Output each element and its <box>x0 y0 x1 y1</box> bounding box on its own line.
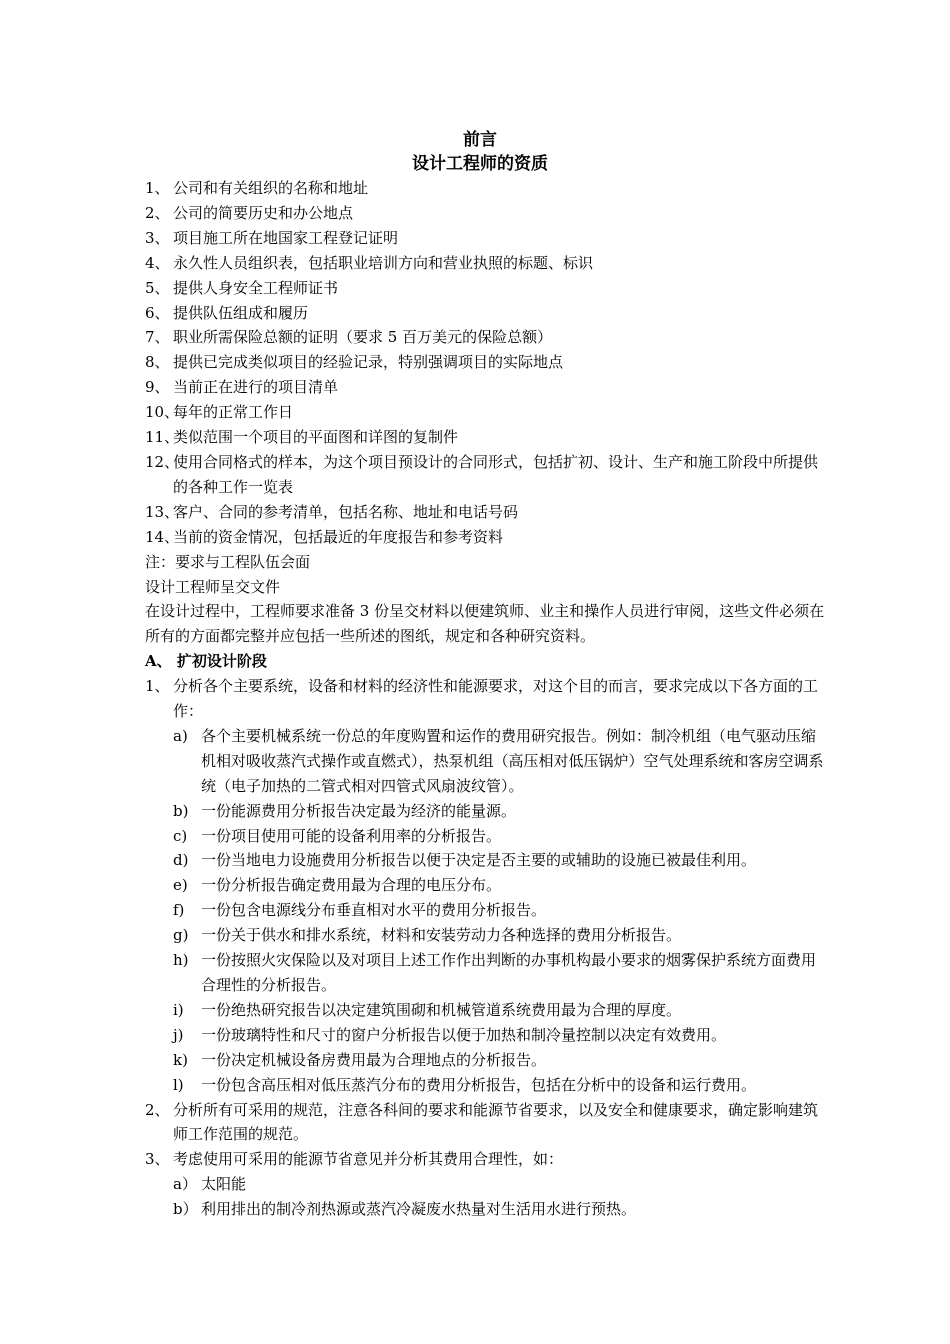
sub-text: 一份玻璃特性和尺寸的窗户分析报告以便于加热和制冷量控制以决定有效费用。 <box>201 1025 727 1044</box>
list-number: 2、 <box>145 1100 170 1119</box>
sub-text: 利用排出的制冷剂热源或蒸汽冷凝废水热量对生活用水进行预热。 <box>201 1200 637 1219</box>
sub-text: 一份项目使用可能的设备利用率的分析报告。 <box>201 826 502 845</box>
sub-marker: e) <box>173 876 188 895</box>
section-a-item-3 <box>145 1147 825 1172</box>
sub-item <box>145 873 825 898</box>
list-item <box>145 425 825 450</box>
list-number: 12、 <box>145 452 180 471</box>
list-item <box>145 251 825 276</box>
sub-marker: b） <box>173 1200 198 1219</box>
list-number: 1、 <box>145 677 170 696</box>
sub-item <box>145 1172 825 1197</box>
list-number: 11、 <box>145 428 180 447</box>
sub-marker: j) <box>173 1025 184 1044</box>
list-item <box>145 450 825 500</box>
list-item <box>145 325 825 350</box>
sub-item <box>145 1048 825 1073</box>
sub-marker: c) <box>173 826 188 845</box>
sub-item <box>145 948 825 998</box>
sub-item <box>145 1197 825 1222</box>
section-a-item-2 <box>145 1098 825 1148</box>
list-text: 考虑使用可采用的能源节省意见并分析其费用合理性，如： <box>173 1150 564 1169</box>
document-page <box>145 128 825 1222</box>
list-text: 类似范围一个项目的平面图和详图的复制件 <box>173 428 459 447</box>
list-text: 提供人身安全工程师证书 <box>173 278 339 297</box>
sub-text: 一份包含电源线分布垂直相对水平的费用分析报告。 <box>201 901 547 920</box>
section-a-heading <box>145 649 825 674</box>
list-text: 使用合同格式的样本，为这个项目预设计的合同形式，包括扩初、设计、生产和施工阶段中所提供的各种工作一览表 <box>173 452 819 496</box>
note-text: 注：要求与工程队伍会面 <box>145 552 311 571</box>
list-number: 5、 <box>145 278 170 297</box>
section-a-title: 扩初设计阶段 <box>176 652 267 671</box>
list-text: 分析所有可采用的规范，注意各科间的要求和能源节省要求，以及安全和健康要求，确定影响建筑师工作范围的规范。 <box>173 1100 819 1144</box>
section-a-label: A、 <box>145 652 172 671</box>
sub-marker: k) <box>173 1050 188 1069</box>
sub-item <box>145 848 825 873</box>
list-item <box>145 525 825 550</box>
list-item <box>145 276 825 301</box>
sub-marker: i) <box>173 1000 184 1019</box>
list-text: 当前正在进行的项目清单 <box>173 378 339 397</box>
sub-text: 一份按照火灾保险以及对项目上述工作作出判断的办事机构最小要求的烟雾保护系统方面费用合理性的分析报告。 <box>201 951 817 994</box>
sub-text: 太阳能 <box>201 1175 247 1194</box>
qualifications-list <box>145 176 825 550</box>
list-number: 9、 <box>145 378 170 397</box>
list-text: 职业所需保险总额的证明（要求 5 百万美元的保险总额） <box>173 328 553 347</box>
section-a-item-1 <box>145 674 825 724</box>
sub-text: 一份包含高压相对低压蒸汽分布的费用分析报告，包括在分析中的设备和运行费用。 <box>201 1075 757 1094</box>
deliverables-heading: 设计工程师呈交文件 <box>145 577 281 596</box>
list-number: 2、 <box>145 203 170 222</box>
list-text: 当前的资金情况，包括最近的年度报告和参考资料 <box>173 527 504 546</box>
list-text: 提供队伍组成和履历 <box>173 303 309 322</box>
list-item <box>145 375 825 400</box>
sub-marker: a） <box>173 1175 197 1194</box>
sub-marker: d) <box>173 851 189 870</box>
list-number: 10、 <box>145 403 180 422</box>
deliverables-intro: 在设计过程中，工程师要求准备 3 份呈交材料以便建筑师、业主和操作人员进行审阅，这些文件必须在所有的方面都完整并应包括一些所述的图纸，规定和各种研究资料。 <box>145 602 825 646</box>
sub-marker: l) <box>173 1075 184 1094</box>
sub-text: 一份决定机械设备房费用最为合理地点的分析报告。 <box>201 1050 547 1069</box>
list-item <box>145 301 825 326</box>
page-subtitle: 设计工程师的资质 <box>412 154 548 174</box>
sub-text: 一份当地电力设施费用分析报告以便于决定是否主要的或辅助的设施已被最佳利用。 <box>201 851 757 870</box>
list-text: 提供已完成类似项目的经验记录，特别强调项目的实际地点 <box>173 353 564 372</box>
sub-text: 一份能源费用分析报告决定最为经济的能量源。 <box>201 801 517 820</box>
list-number: 3、 <box>145 1150 170 1169</box>
list-text: 分析各个主要系统，设备和材料的经济性和能源要求，对这个目的而言，要求完成以下各方面的工作： <box>173 677 819 721</box>
list-text: 永久性人员组织表，包括职业培训方向和营业执照的标题、标识 <box>173 253 594 272</box>
list-text: 公司和有关组织的名称和地址 <box>173 179 369 197</box>
list-text: 公司的简要历史和办公地点 <box>173 203 354 222</box>
sub-item <box>145 824 825 849</box>
list-number: 8、 <box>145 353 170 372</box>
sub-marker: a) <box>173 726 188 745</box>
list-number: 6、 <box>145 303 170 322</box>
section-a-item-1-sublist <box>145 724 825 1098</box>
sub-item <box>145 923 825 948</box>
list-number: 14、 <box>145 527 180 546</box>
list-item <box>145 400 825 425</box>
sub-marker: f) <box>173 901 185 920</box>
sub-text: 一份分析报告确定费用最为合理的电压分布。 <box>201 876 502 895</box>
list-number: 3、 <box>145 228 170 247</box>
sub-marker: b) <box>173 801 189 820</box>
list-number: 7、 <box>145 328 170 347</box>
sub-text: 一份关于供水和排水系统，材料和安装劳动力各种选择的费用分析报告。 <box>201 926 682 945</box>
list-text: 每年的正常工作日 <box>173 403 294 422</box>
list-item <box>145 201 825 226</box>
sub-item <box>145 898 825 923</box>
list-number: 13、 <box>145 502 180 521</box>
list-item <box>145 500 825 525</box>
list-item <box>145 226 825 251</box>
list-item <box>145 176 825 201</box>
list-text: 客户、合同的参考清单，包括名称、地址和电话号码 <box>173 502 519 521</box>
sub-item <box>145 998 825 1023</box>
sub-item <box>145 799 825 824</box>
list-number: 4、 <box>145 253 170 272</box>
sub-item <box>145 1073 825 1098</box>
sub-text: 一份绝热研究报告以决定建筑围砌和机械管道系统费用最为合理的厚度。 <box>201 1000 682 1019</box>
sub-item <box>145 1023 825 1048</box>
page-title: 前言 <box>463 130 497 150</box>
section-a-item-3-sublist <box>145 1172 825 1222</box>
sub-marker: g) <box>173 926 189 945</box>
list-number: 1、 <box>145 179 170 197</box>
sub-text: 各个主要机械系统一份总的年度购置和运作的费用研究报告。例如：制冷机组（电气驱动压缩机相对吸收蒸汽式操作或直燃式），热泵机组（高压相对低压锅炉）空气处理系统和客房空调系统（电子加热的二管式相对四管式风扇波纹管）。 <box>201 726 824 795</box>
list-item <box>145 350 825 375</box>
list-text: 项目施工所在地国家工程登记证明 <box>173 228 399 247</box>
sub-marker: h) <box>173 951 189 970</box>
sub-item <box>145 724 825 799</box>
